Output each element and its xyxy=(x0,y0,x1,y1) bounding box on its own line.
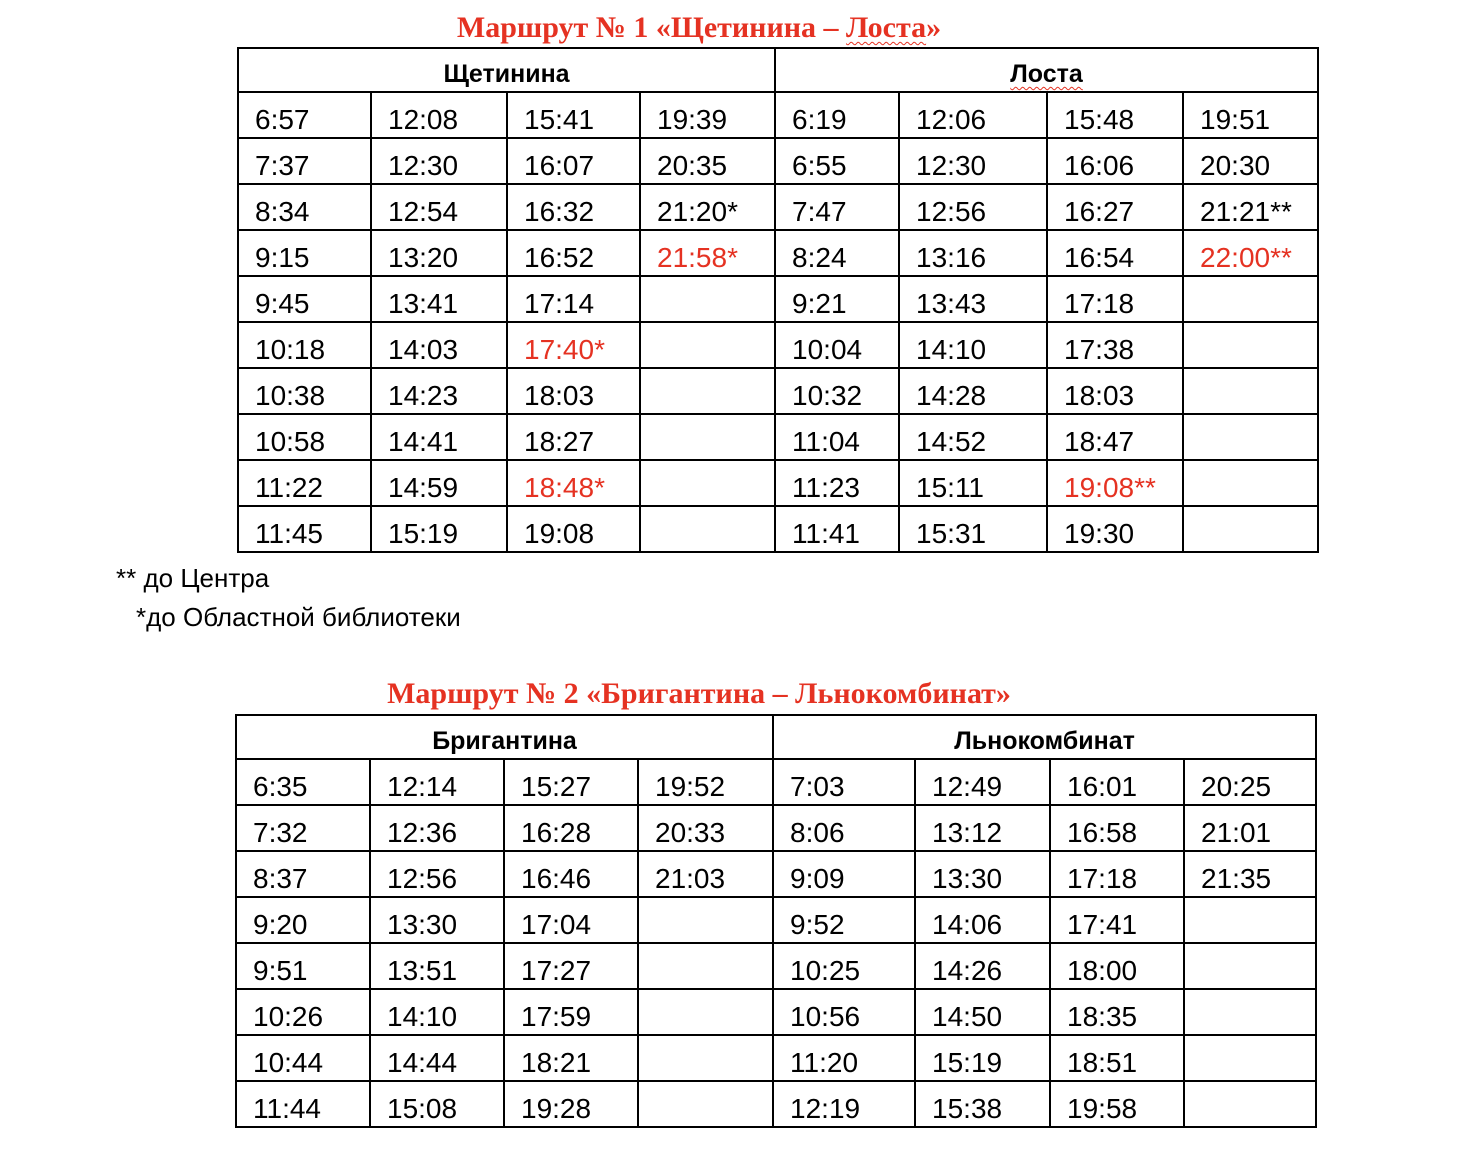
route-1-departure-time: 18:27 xyxy=(507,414,640,460)
route-1-departure-time: 9:45 xyxy=(238,276,371,322)
route-1-empty-cell xyxy=(640,506,775,552)
route-1-empty-cell xyxy=(1183,414,1318,460)
route-1-title-prefix: Маршрут № 1 «Щетинина – xyxy=(456,11,847,44)
route-1-departure-time: 22:00** xyxy=(1183,230,1318,276)
route-2-departure-time: 10:44 xyxy=(236,1035,370,1081)
route-1-header-row xyxy=(238,48,1318,92)
route-2-departure-time: 11:44 xyxy=(236,1081,370,1127)
route-2-departure-time: 13:30 xyxy=(915,851,1050,897)
route-1-departure-time: 19:08 xyxy=(507,506,640,552)
route-1-departure-time: 8:34 xyxy=(238,184,371,230)
route-2-table-row xyxy=(236,1035,1316,1081)
route-1-departure-time: 15:19 xyxy=(371,506,507,552)
route-2-departure-time: 16:01 xyxy=(1050,759,1184,805)
route-2-empty-cell xyxy=(638,1081,773,1127)
route-2-table-row xyxy=(236,805,1316,851)
route-1-departure-time: 13:43 xyxy=(899,276,1047,322)
route-2-empty-cell xyxy=(1184,1035,1316,1081)
route-1-empty-cell xyxy=(1183,368,1318,414)
route-1-empty-cell xyxy=(1183,460,1318,506)
route-2-departure-time: 17:04 xyxy=(504,897,638,943)
route-1-departure-time: 18:03 xyxy=(507,368,640,414)
route-2-departure-time: 11:20 xyxy=(773,1035,915,1081)
route-1-empty-cell xyxy=(640,414,775,460)
route-1-departure-time: 14:59 xyxy=(371,460,507,506)
route-1-table-row xyxy=(238,92,1318,138)
route-1-table-row xyxy=(238,414,1318,460)
route-1-title-underlined: Лоста xyxy=(846,11,927,44)
route-2-empty-cell xyxy=(1184,943,1316,989)
route-1-departure-time: 6:55 xyxy=(775,138,899,184)
route-2-header-row xyxy=(236,715,1316,759)
route-2-departure-time: 12:14 xyxy=(370,759,504,805)
route-1-departure-time: 10:04 xyxy=(775,322,899,368)
route-2-departure-time: 12:49 xyxy=(915,759,1050,805)
route-2-departure-time: 14:44 xyxy=(370,1035,504,1081)
route-2-departure-time: 15:19 xyxy=(915,1035,1050,1081)
route-2-departure-time: 7:32 xyxy=(236,805,370,851)
route-1-departure-time: 15:31 xyxy=(899,506,1047,552)
route-2-table-row xyxy=(236,897,1316,943)
route-2-schedule-table xyxy=(235,714,1317,1128)
route-2-table-row xyxy=(236,1081,1316,1127)
route-1-table-row xyxy=(238,506,1318,552)
route-1-departure-time: 17:38 xyxy=(1047,322,1183,368)
route-1-departure-time: 20:30 xyxy=(1183,138,1318,184)
route-2-table-row xyxy=(236,989,1316,1035)
route-1-departure-time: 14:52 xyxy=(899,414,1047,460)
footnote-center: ** до Центра xyxy=(116,563,270,593)
route-2-departure-time: 18:35 xyxy=(1050,989,1184,1035)
route-1-departure-time: 16:27 xyxy=(1047,184,1183,230)
route-1-departure-time: 9:21 xyxy=(775,276,899,322)
route-1-title-suffix: » xyxy=(926,11,942,44)
route-2-departure-time: 12:19 xyxy=(773,1081,915,1127)
route-1-empty-cell xyxy=(1183,322,1318,368)
route-2-departure-time: 18:21 xyxy=(504,1035,638,1081)
route-1-departure-time: 14:23 xyxy=(371,368,507,414)
route-2-departure-time: 9:52 xyxy=(773,897,915,943)
route-1-empty-cell xyxy=(640,322,775,368)
route-2-departure-time: 9:20 xyxy=(236,897,370,943)
route-2-departure-time: 10:25 xyxy=(773,943,915,989)
route-2-departure-time: 21:01 xyxy=(1184,805,1316,851)
route-1-empty-cell xyxy=(640,368,775,414)
route-1-departure-time: 10:38 xyxy=(238,368,371,414)
route-1-departure-time: 10:58 xyxy=(238,414,371,460)
route-1-table-row xyxy=(238,368,1318,414)
route-1-departure-time: 18:03 xyxy=(1047,368,1183,414)
route-1-departure-time: 16:52 xyxy=(507,230,640,276)
route-1-departure-time: 10:32 xyxy=(775,368,899,414)
route-2-departure-time: 9:09 xyxy=(773,851,915,897)
route-2-departure-time: 13:30 xyxy=(370,897,504,943)
route-2-schedule-body xyxy=(236,759,1316,1127)
route-1-departure-time: 9:15 xyxy=(238,230,371,276)
route-2-departure-time: 19:28 xyxy=(504,1081,638,1127)
route-1-departure-time: 12:30 xyxy=(371,138,507,184)
route-2-empty-cell xyxy=(1184,989,1316,1035)
route-2-departure-time: 14:10 xyxy=(370,989,504,1035)
route-2-departure-time: 18:51 xyxy=(1050,1035,1184,1081)
route-1-departure-time: 21:58* xyxy=(640,230,775,276)
footnote-library: *до Областной библиотеки xyxy=(136,602,461,632)
route-2-departure-time: 21:35 xyxy=(1184,851,1316,897)
route-1-header-stop-b xyxy=(775,48,1318,92)
route-2-table-row xyxy=(236,759,1316,805)
route-1-departure-time: 7:47 xyxy=(775,184,899,230)
route-1-departure-time: 10:18 xyxy=(238,322,371,368)
route-1-header-stop-a: Щетинина xyxy=(238,48,775,92)
route-1-table-row xyxy=(238,184,1318,230)
route-2-departure-time: 10:56 xyxy=(773,989,915,1035)
route-2-empty-cell xyxy=(1184,1081,1316,1127)
route-1-departure-time: 19:39 xyxy=(640,92,775,138)
route-2-departure-time: 14:50 xyxy=(915,989,1050,1035)
route-1-departure-time: 15:48 xyxy=(1047,92,1183,138)
route-1-schedule-table xyxy=(237,47,1319,553)
route-1-departure-time: 11:41 xyxy=(775,506,899,552)
route-1-empty-cell xyxy=(1183,506,1318,552)
route-2-departure-time: 15:38 xyxy=(915,1081,1050,1127)
route-1-departure-time: 8:24 xyxy=(775,230,899,276)
route-1-title xyxy=(0,10,1438,46)
route-2-departure-time: 9:51 xyxy=(236,943,370,989)
route-1-departure-time: 14:28 xyxy=(899,368,1047,414)
route-2-empty-cell xyxy=(1184,897,1316,943)
route-2-departure-time: 15:27 xyxy=(504,759,638,805)
route-2-table-row xyxy=(236,851,1316,897)
route-2-departure-time: 14:26 xyxy=(915,943,1050,989)
route-1-departure-time: 6:57 xyxy=(238,92,371,138)
route-2-departure-time: 8:37 xyxy=(236,851,370,897)
route-1-empty-cell xyxy=(640,460,775,506)
route-1-table-row xyxy=(238,230,1318,276)
route-1-departure-time: 12:06 xyxy=(899,92,1047,138)
route-1-table-row xyxy=(238,460,1318,506)
route-2-empty-cell xyxy=(638,1035,773,1081)
route-2-departure-time: 8:06 xyxy=(773,805,915,851)
route-1-departure-time: 19:30 xyxy=(1047,506,1183,552)
route-2-departure-time: 19:58 xyxy=(1050,1081,1184,1127)
route-1-header-stop-b-label: Лоста xyxy=(1010,60,1083,88)
route-1-departure-time: 18:47 xyxy=(1047,414,1183,460)
route-1-departure-time: 16:32 xyxy=(507,184,640,230)
route-1-departure-time: 21:21** xyxy=(1183,184,1318,230)
route-2-departure-time: 10:26 xyxy=(236,989,370,1035)
route-1-departure-time: 15:41 xyxy=(507,92,640,138)
route-2-departure-time: 17:18 xyxy=(1050,851,1184,897)
route-2-table-row xyxy=(236,943,1316,989)
route-2-departure-time: 17:59 xyxy=(504,989,638,1035)
route-1-departure-time: 11:22 xyxy=(238,460,371,506)
route-2-departure-time: 19:52 xyxy=(638,759,773,805)
route-2-departure-time: 7:03 xyxy=(773,759,915,805)
route-1-departure-time: 17:40* xyxy=(507,322,640,368)
route-1-empty-cell xyxy=(1183,276,1318,322)
route-2-departure-time: 21:03 xyxy=(638,851,773,897)
route-1-departure-time: 19:51 xyxy=(1183,92,1318,138)
route-2-departure-time: 17:41 xyxy=(1050,897,1184,943)
route-1-departure-time: 17:18 xyxy=(1047,276,1183,322)
route-1-departure-time: 12:08 xyxy=(371,92,507,138)
route-1-departure-time: 11:45 xyxy=(238,506,371,552)
route-2-departure-time: 13:12 xyxy=(915,805,1050,851)
route-2-title: Маршрут № 2 «Бригантина – Льнокомбинат» xyxy=(387,677,1011,710)
route-1-table-row xyxy=(238,322,1318,368)
route-1-departure-time: 13:41 xyxy=(371,276,507,322)
route-1-departure-time: 11:23 xyxy=(775,460,899,506)
route-1-departure-time: 14:41 xyxy=(371,414,507,460)
route-1-departure-time: 12:30 xyxy=(899,138,1047,184)
route-2-header-stop-b: Льнокомбинат xyxy=(773,715,1316,759)
route-1-departure-time: 17:14 xyxy=(507,276,640,322)
route-1-departure-time: 14:10 xyxy=(899,322,1047,368)
route-1-empty-cell xyxy=(640,276,775,322)
route-1-table-row xyxy=(238,276,1318,322)
route-1-departure-time: 19:08** xyxy=(1047,460,1183,506)
route-2-empty-cell xyxy=(638,897,773,943)
route-1-departure-time: 7:37 xyxy=(238,138,371,184)
route-1-departure-time: 6:19 xyxy=(775,92,899,138)
route-1-departure-time: 11:04 xyxy=(775,414,899,460)
route-1-table-row xyxy=(238,138,1318,184)
route-1-departure-time: 16:54 xyxy=(1047,230,1183,276)
route-2-departure-time: 16:28 xyxy=(504,805,638,851)
route-1-departure-time: 14:03 xyxy=(371,322,507,368)
route-2-departure-time: 14:06 xyxy=(915,897,1050,943)
route-2-departure-time: 16:58 xyxy=(1050,805,1184,851)
route-2-header-stop-a: Бригантина xyxy=(236,715,773,759)
route-1-departure-time: 16:07 xyxy=(507,138,640,184)
route-1-departure-time: 13:20 xyxy=(371,230,507,276)
route-2-departure-time: 20:33 xyxy=(638,805,773,851)
route-1-departure-time: 15:11 xyxy=(899,460,1047,506)
route-2-departure-time: 16:46 xyxy=(504,851,638,897)
route-1-departure-time: 12:54 xyxy=(371,184,507,230)
route-2-departure-time: 18:00 xyxy=(1050,943,1184,989)
route-1-departure-time: 18:48* xyxy=(507,460,640,506)
route-1-departure-time: 20:35 xyxy=(640,138,775,184)
route-1-departure-time: 12:56 xyxy=(899,184,1047,230)
route-2-departure-time: 15:08 xyxy=(370,1081,504,1127)
route-1-schedule-body xyxy=(238,92,1318,552)
route-2-departure-time: 13:51 xyxy=(370,943,504,989)
route-2-departure-time: 20:25 xyxy=(1184,759,1316,805)
route-2-empty-cell xyxy=(638,989,773,1035)
route-1-departure-time: 13:16 xyxy=(899,230,1047,276)
route-2-departure-time: 12:36 xyxy=(370,805,504,851)
route-2-departure-time: 12:56 xyxy=(370,851,504,897)
route-2-empty-cell xyxy=(638,943,773,989)
route-2-departure-time: 6:35 xyxy=(236,759,370,805)
route-1-departure-time: 21:20* xyxy=(640,184,775,230)
route-2-departure-time: 17:27 xyxy=(504,943,638,989)
route-1-departure-time: 16:06 xyxy=(1047,138,1183,184)
